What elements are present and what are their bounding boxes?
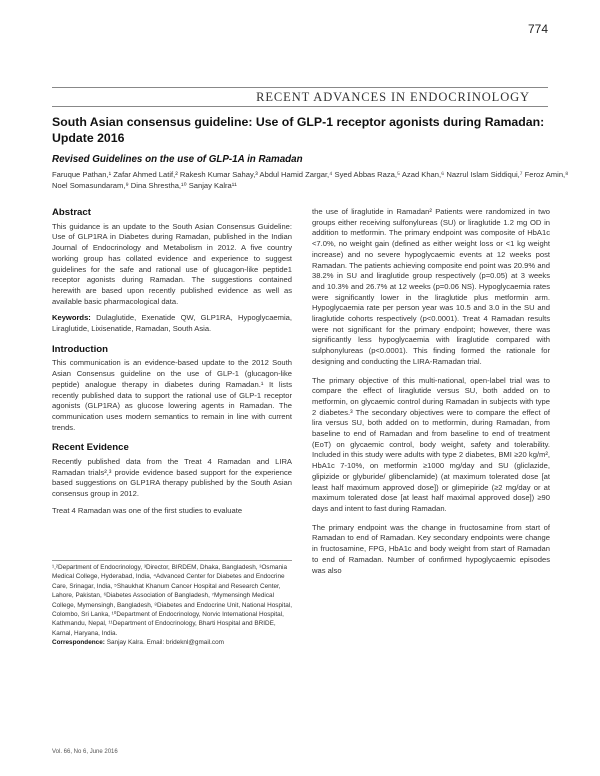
- recent-evidence-paragraph-2: Treat 4 Ramadan was one of the first studies to evaluate: [52, 505, 243, 515]
- right-column: [312, 207, 550, 582]
- journal-header: RECENT ADVANCES IN ENDOCRINOLOGY: [256, 90, 530, 104]
- correspondence-label: Correspondence:: [52, 639, 105, 647]
- right-paragraph-1: the use of liraglutide in Ramadan² Patients were randomized in two groups either receiving sulfonylureas (SU) or liraglutide 1.2 mg OD in addition to metformin. The primary endpoint was composite of HbA1c <7.0%, no weight gain (defined as either weight loss or <1 kg weight increase) and no severe hypoglycaemic events at 12 weeks post Ramadan. The patients achieving composite end point was 20.9% and 38.2% in SU and liraglutide group respectively (p=0.05) at 3 weeks and 10.3% and 26.7% at 12 weeks (p=0.06 NS). Hypoglycaemia rates were significantly lower in the liraglutide plus metformin arm. Hypoglycaemia rate per person year was 10.5 and 3.0 in the SU and liraglutide cohorts respectively (p<0.0001). Treat 4 Ramadan results were not significant for the primary endpoint; however, there was significantly less hypoglycaemia with liraglutide compared with sulphonylureas (p<0.0001). This finding formed the rationale for designing and conducting the LIRA-Ramadan trial.: [312, 207, 550, 366]
- abstract-heading: Abstract: [52, 207, 91, 218]
- right-paragraph-3: The primary endpoint was the change in fructosamine from start of Ramadan to end of Ramadan. Key secondary endpoints were change in fructosamine, FPG, HbA1c and body weight from start of Ramadan to end of Ramadan. Number of confirmed hypoglycaemic episodes was also: [312, 522, 550, 575]
- keywords: [52, 313, 292, 334]
- keywords-label: Keywords:: [52, 313, 91, 323]
- left-column: [52, 208, 292, 523]
- header-rule-top: [52, 87, 548, 88]
- footnotes: [52, 563, 292, 648]
- recent-evidence-paragraph: Recently published data from the Treat 4 Ramadan and LIRA Ramadan trials²,³ provide evidence based support for the experience based suggestions on GLP1RA therapy published by the South Asian consensus group in 2012.: [52, 457, 292, 499]
- article-subtitle: Revised Guidelines on the use of GLP-1A in Ramadan: [52, 154, 303, 165]
- page-footer: Vol. 66, No 6, June 2016: [52, 749, 118, 755]
- header-rule-bottom: [52, 106, 548, 107]
- keywords-text: Dulaglutide, Exenatide QW, GLP1RA, Hypoglycaemia, Liraglutide, Lixisenatide, Ramadan, South Asia.: [52, 313, 292, 334]
- affiliations: ¹,²Department of Endocrinology, ³Director, BIRDEM, Dhaka, Bangladesh, ³Osmania Medical College, Hyderabad, India, ⁴Advanced Center for Diabetes and Endocrine Care, Srinagar, India, ⁵Shaukhat Khanum Cancer Hospital and Research Center, Lahore, Pakistan, ⁶Diabetes Association of Bangladesh, ⁷Mymensingh Medical College, Mymensingh, Bangladesh, ⁸Diabetes and Endocrine Unit, National Hospital, Colombo, Sri Lanka, ¹⁰Department of Endocrinology, Norvic International Hospital, Kathmandu, Nepal, ¹¹Department of Endocrinology, Bharti Hospital and BRIDE, Karnal, Haryana, India.: [52, 564, 292, 637]
- recent-evidence-heading: Recent Evidence: [52, 442, 129, 454]
- footnote-separator: [52, 560, 292, 561]
- abstract-text: This guidance is an update to the South Asian Consensus Guideline: Use of GLP1RA in Diabetes during Ramadan, published in the Indian Journal of Endocrinology and Metabolism in 2012. A five country working group has collated evidence and experience to suggest guidelines for the safe and rational use of glucagon-like peptide1 receptor agonists during Ramadan. The suggestions contained herewith are based upon recently published evidence as well as available basic pharmacological data.: [52, 221, 292, 306]
- introduction-heading: Introduction: [52, 343, 108, 355]
- author-list: Faruque Pathan,¹ Zafar Ahmed Latif,² Rakesh Kumar Sahay,³ Abdul Hamid Zargar,⁴ Syed Abbas Raza,⁵ Azad Khan,⁶ Nazrul Islam Siddiqui,⁷ Feroz Amin,⁸ Noel Somasundaram,⁹ Dina Shrestha,¹⁰ Sanjay Kalra¹¹: [52, 170, 569, 190]
- page-number: 774: [527, 22, 548, 36]
- right-paragraph-2: The primary objective of this multi-national, open-label trial was to compare the effect of liraglutide versus SU, both added on to metformin, on glycaemic control during Ramadan in subjects with type 2 diabetes.³ The secondary objectives were to compare the effect of lira versus SU, both added on to metformin, during Ramadan, from baseline to end of Ramadan and from baseline to end of treatment (EoT) on glycaemic control, body weight, safety and tolerability. Included in this study were adults with type 2 diabetes, BMI ≥20 kg/m², HbA1c 7-10%, on metformin ≥1000 mg/day and SU (gliclazide, glipizide or glyburide/ glibenclamide) (at maximum tolerated dose [at least half maximum approved dose]) or glimepiride (≥2 mg/day or at maximum tolerated dose [at least half maximal approved dose]) ≥90 days and intent to fast during Ramadan.: [312, 375, 550, 513]
- article-title: South Asian consensus guideline: Use of GLP-1 receptor agonists during Ramadan: Update 2016: [52, 115, 545, 145]
- correspondence: Sanjay Kalra. Email: brideknl@gmail.com: [106, 639, 225, 647]
- introduction-text: This communication is an evidence-based update to the 2012 South Asian Consensus guideline on the use of GLP-1 (glucagon-like peptide) analogue therapy in diabetes during Ramadan.¹ It lists recently published data to support the rational use of GLP-1 receptor agonists (GLP1RA) as glucose lowering agents in Ramadan. The communication uses modern semantics to remain in line with current trends.: [52, 358, 292, 432]
